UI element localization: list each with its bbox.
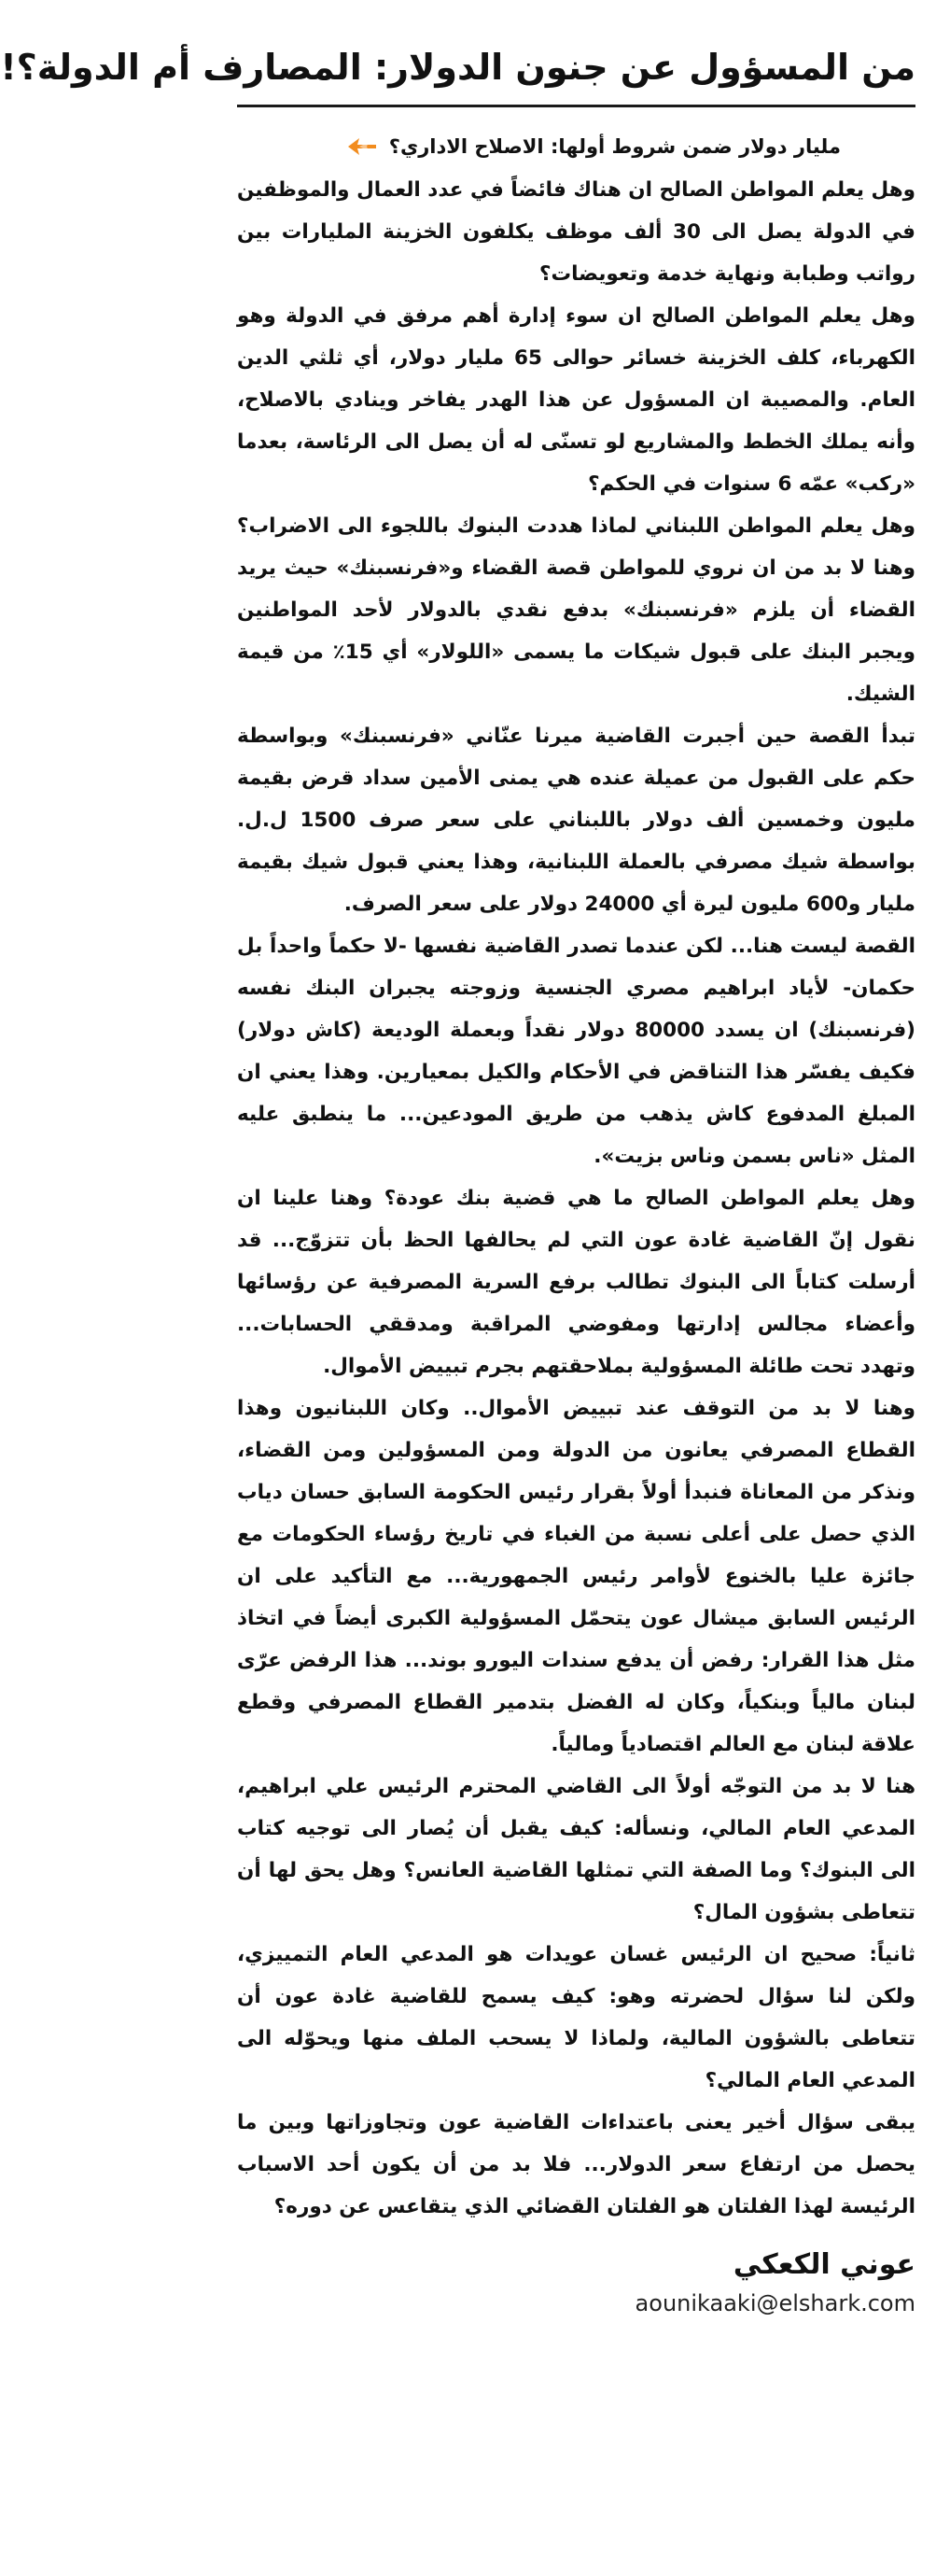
article-body <box>237 169 915 2228</box>
paragraph: ثانياً: صحيح ان الرئيس غسان عويدات هو المدعي العام التمييزي، ولكن لنا سؤال لحضرته وهو: كيف يسمح للقاضية غادة عون أن تتعاطى بالشؤون المالية، ولماذا لا يسحب الملف منها ويحوّله الى المدعي العام المالي؟ <box>237 1943 915 2092</box>
paragraph: تبدأ القصة حين أجبرت القاضية ميرنا عنّاني «فرنسبنك» وبواسطة حكم على القبول من عميلة عنده هي يمنى الأمين سداد قرض بقيمة مليون وخمسين ألف دولار باللبناني على سعر صرف 1500 ل.ل. بواسطة شيك مصرفي بالعملة اللبنانية، وهذا يعني قبول شيك بقيمة مليار و600 مليون ليرة أي 24000 دولار على سعر الصرف. <box>237 725 915 916</box>
paragraph: وهل يعلم المواطن الصالح ما هي قضية بنك عودة؟ وهنا علينا ان نقول إنّ القاضية غادة عون التي لم يحالفها الحظ بأن تتزوّج... قد أرسلت كتاباً الى البنوك تطالب برفع السرية المصرفية عن رؤسائها وأعضاء مجالس إدارتها ومفوضي المراقبة ومدققي الحسابات... وتهدد تحت طائلة المسؤولية بملاحقتهم بجرم تبييض الأموال. <box>237 1187 915 1378</box>
paragraph: وهنا لا بد من التوقف عند تبييض الأموال.. وكان اللبنانيون وهذا القطاع المصرفي يعانون من الدولة ومن المسؤولين ومن القضاء، ونذكر من المعاناة فنبدأ أولاً بقرار رئيس الحكومة السابق حسان دياب الذي حصل على أعلى نسبة من الغباء في تاريخ رؤساء الحكومات مع جائزة عليا بالخنوع لأوامر رئيس الجمهورية... مع التأكيد على ان الرئيس السابق ميشال عون يتحمّل المسؤولية الكبرى أيضاً في اتخاذ مثل هذا القرار: رفض أن يدفع سندات اليورو بوند... هذا الرفض عرّى لبنان مالياً وبنكياً، وكان له الفضل بتدمير القطاع المصرفي وقطع علاقة لبنان مع العالم اقتصادياً ومالياً. <box>237 1397 915 1756</box>
paragraph: هنا لا بد من التوجّه أولاً الى القاضي المحترم الرئيس علي ابراهيم، المدعي العام المالي، ونسأله: كيف يقبل أن يُصار الى توجيه كتاب الى البنوك؟ وما الصفة التي تمثلها القاضية العانس؟ وهل يحق لها أن تتعاطى بشؤون المال؟ <box>237 1775 915 1924</box>
paragraph: يبقى سؤال أخير يعنى باعتداءات القاضية عون وتجاوزاتها وبين ما يحصل من ارتفاع سعر الدولار... فلا بد من أن يكون أحد الاسباب الرئيسة لهذا الفلتان هو الفلتان القضائي الذي يتقاعس عن دوره؟ <box>237 2111 915 2218</box>
arrow-left-icon <box>346 136 378 157</box>
paragraph: وهل يعلم المواطن اللبناني لماذا هددت البنوك باللجوء الى الاضراب؟ وهنا لا بد من ان نروي للمواطن قصة القضاء و«فرنسبنك» حيث يريد القضاء أن يلزم «فرنسبنك» بدفع نقدي بالدولار لأحد المواطنين ويجبر البنك على قبول شيكات ما يسمى «اللولار» أي 15٪ من قيمة الشيك. <box>237 514 915 706</box>
paragraph: وهل يعلم المواطن الصالح ان هناك فائضاً في عدد العمال والموظفين في الدولة يصل الى 30 ألف موظف يكلفون الخزينة المليارات بين رواتب وطبابة ونهاية خدمة وتعويضات؟ <box>237 178 915 286</box>
author-signature <box>237 2245 915 2321</box>
paragraph: القصة ليست هنا... لكن عندما تصدر القاضية نفسها -لا حكماً واحداً بل حكمان- لأياد ابراهيم مصري الجنسية وزوجته يجبران البنك نفسه (فرنسبنك) ان يسدد 80000 دولار نقداً وبعملة الوديعة (كاش دولار) فكيف يفسّر هذا التناقض في الأحكام والكيل بمعيارين. وهذا يعني ان المبلغ المدفوع كاش يذهب من طريق المودعين... ما ينطبق عليه المثل «ناس بسمن وناس بزيت». <box>237 935 915 1168</box>
headline-divider <box>237 105 915 107</box>
lead-text: مليار دولار ضمن شروط أولها: الاصلاح الاداري؟ <box>388 135 841 158</box>
lead-line <box>237 128 915 165</box>
author-name: عوني الكعكي <box>733 2248 915 2281</box>
article-headline: من المسؤول عن جنون الدولار: المصارف أم الدولة؟! <box>0 47 915 88</box>
author-email: aounikaaki@elshark.com <box>635 2290 915 2316</box>
paragraph: وهل يعلم المواطن الصالح ان سوء إدارة أهم مرفق في الدولة وهو الكهرباء، كلف الخزينة خسائر حوالى 65 مليار دولار، أي ثلثي الدين العام. والمصيبة ان المسؤول عن هذا الهدر يفاخر وينادي بالاصلاح، وأنه يملك الخطط والمشاريع لو تسنّى له أن يصل الى الرئاسة، بعدما «ركب» عمّه 6 سنوات في الحكم؟ <box>237 304 915 496</box>
